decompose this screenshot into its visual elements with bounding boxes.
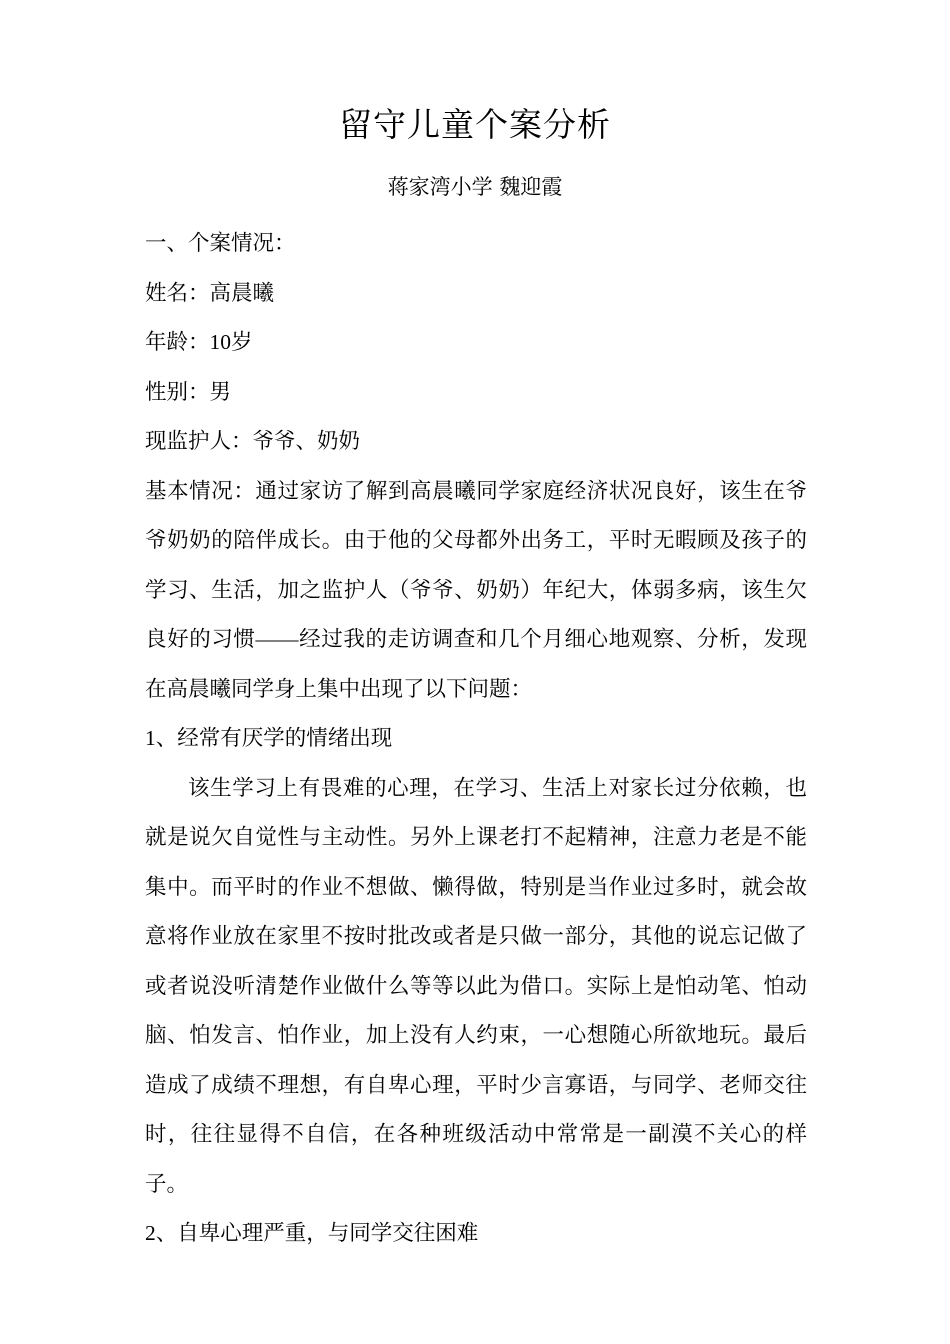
name-line: 姓名：高晨曦 — [145, 280, 275, 305]
basic-info-paragraph: 基本情况：通过家访了解到高晨曦同学家庭经济状况良好，该生在爷爷奶奶的陪伴成长。由于他的父母都外出务工，平时无暇顾及孩子的学习、生活，加之监护人（爷爷、奶奶）年纪大，体弱多病，该生欠良好的习惯——经过我的走访调查和几个月细心地观察、分析，发现在高晨曦同学身上集中出现了以下问题： — [145, 478, 807, 701]
problem-2-heading: 2、自卑心理严重，与同学交往困难 — [145, 1221, 479, 1245]
gender-line: 性别：男 — [145, 379, 232, 404]
problem-1-paragraph: 该生学习上有畏难的心理，在学习、生活上对家长过分依赖，也就是说欠自觉性与主动性。另外上课老打不起精神，注意力老是不能集中。而平时的作业不想做、懒得做，特别是当作业过多时，就会故意将作业放在家里不按时批改或者是只做一部分，其他的说忘记做了或者说没听清楚作业做什么等等以此为借口。实际上是怕动笔、怕动脑、怕发言、怕作业，加上没有人约束，一心想随心所欲地玩。最后造成了成绩不理想，有自卑心理，平时少言寡语，与同学、老师交往时，往往显得不自信，在各种班级活动中常常是一副漠不关心的样子。 — [145, 775, 807, 1196]
problem-1-heading: 1、经常有厌学的情绪出现 — [145, 726, 393, 750]
age-line: 年龄：10岁 — [145, 330, 253, 354]
document-body — [145, 219, 807, 1259]
guardian-line: 现监护人：爷爷、奶奶 — [145, 429, 361, 453]
section-heading: 一、个案情况： — [145, 231, 296, 255]
document-title: 留守儿童个案分析 — [339, 105, 611, 144]
author-line: 蒋家湾小学 魏迎霞 — [387, 175, 563, 199]
